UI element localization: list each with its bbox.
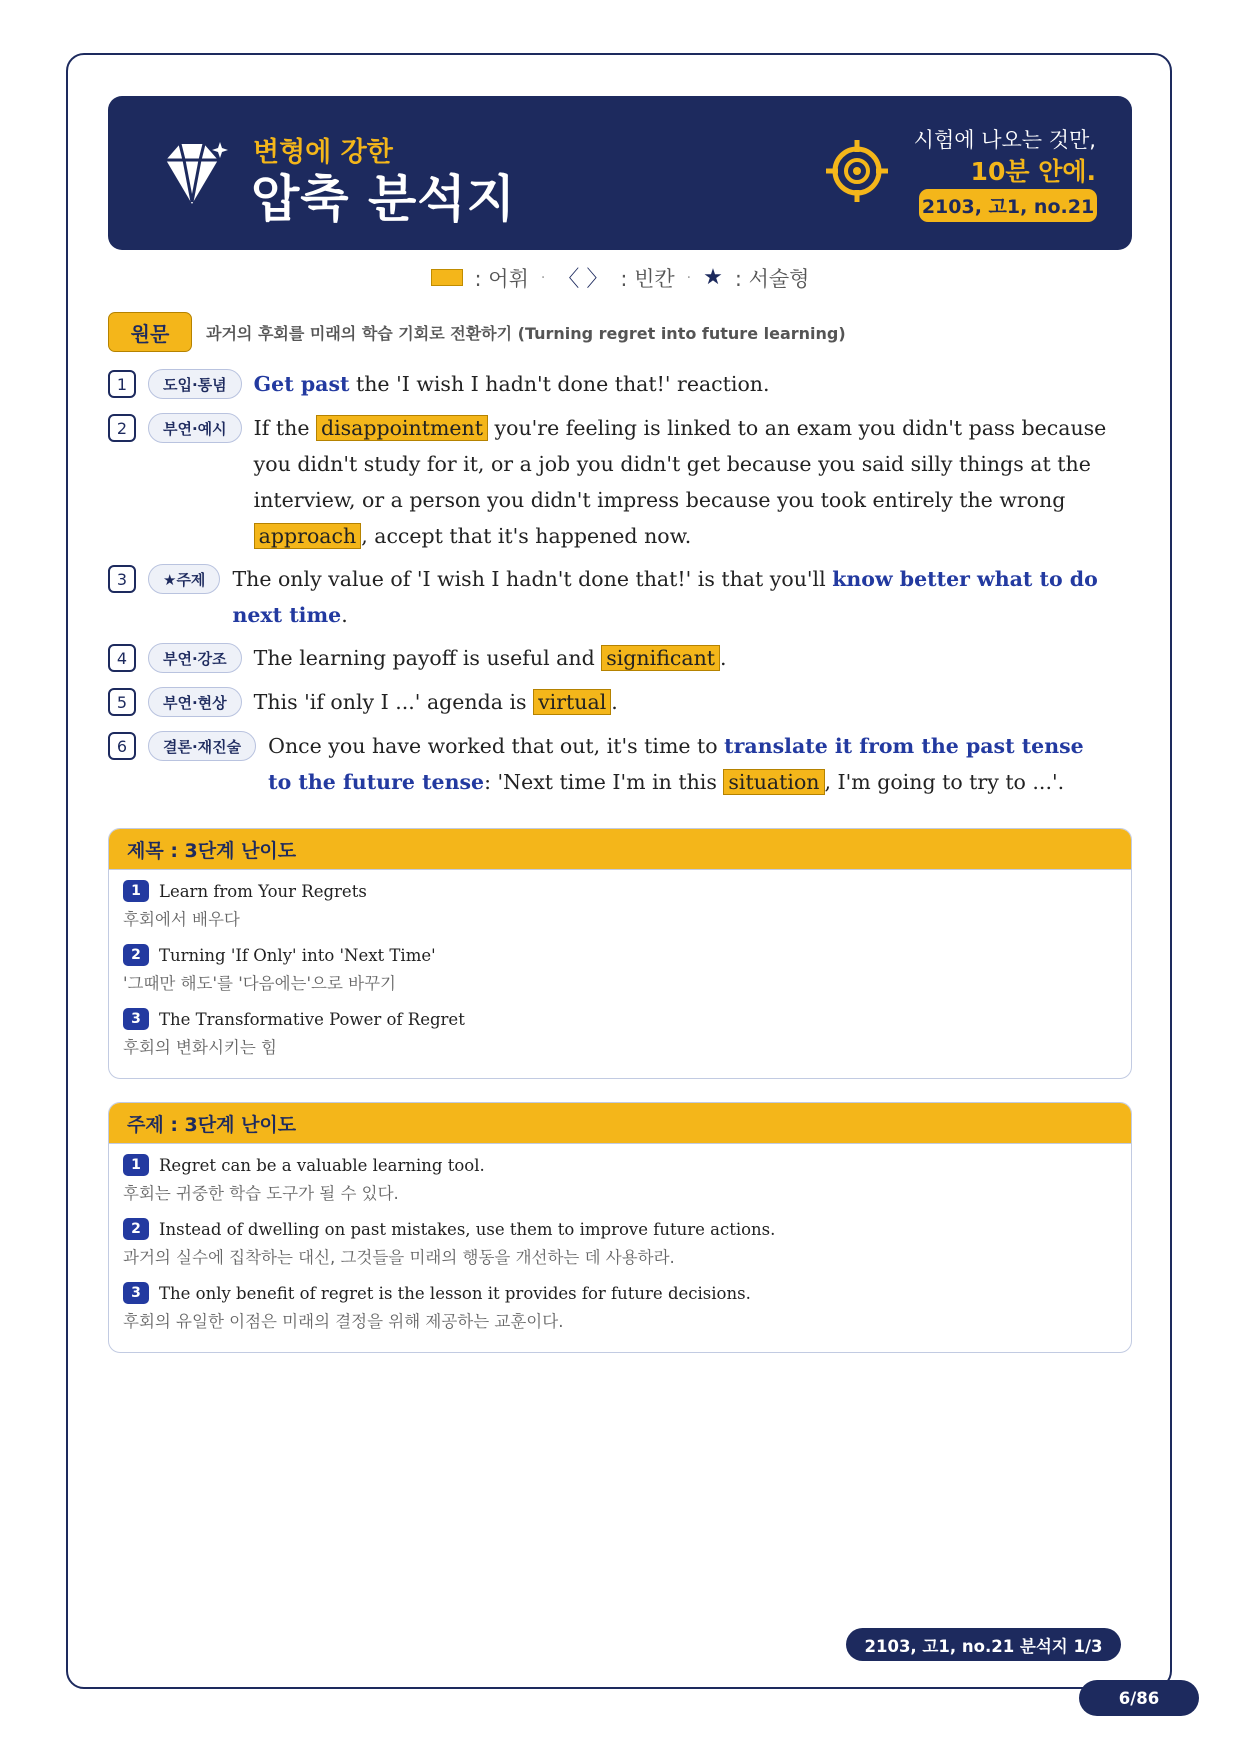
origin-row (108, 312, 846, 352)
topic-panel-body (109, 1144, 1131, 1352)
item-english: Instead of dwelling on past mistakes, use them to improve future actions. (159, 1219, 776, 1239)
text-run: , accept that it's happened now. (361, 524, 692, 548)
text-run: The learning payoff is useful and (253, 646, 602, 670)
sentence-number: 2 (108, 414, 136, 442)
title-panel-body (109, 870, 1131, 1078)
item-korean: 과거의 실수에 집착하는 대신, 그것들을 미래의 행동을 개선하는 데 사용하라. (123, 1248, 675, 1267)
text-run: , I'm going to try to ...'. (824, 770, 1065, 794)
header-tagline-line1: 시험에 나오는 것만, (913, 128, 1096, 152)
text-run: If the (253, 416, 316, 440)
keyword-phrase: translate it from the past tense to the future tense (268, 734, 1084, 794)
sentence-number: 1 (108, 370, 136, 398)
text-run: The only value of 'I wish I hadn't done that!' is that you'll (232, 567, 833, 591)
title-panel-heading: 제목 : 3단계 난이도 (109, 829, 1131, 870)
sentence-role-badge: 부연·현상 (148, 687, 242, 717)
blank-bracket-icon: 〈 〉 (557, 267, 609, 292)
sentence-text (232, 561, 1112, 633)
header-banner (108, 96, 1132, 250)
legend (0, 262, 1240, 293)
keyword-phrase: know better what to do next time (232, 567, 1098, 627)
item-english: Learn from Your Regrets (159, 881, 367, 901)
text-run: This 'if only I ...' agenda is (253, 690, 534, 714)
sentence-4 (108, 640, 1114, 676)
vocab-highlight: virtual (533, 689, 611, 715)
item-korean: '그때만 해도'를 '다음에는'으로 바꾸기 (123, 974, 396, 993)
sentence-role-badge: 부연·예시 (148, 413, 242, 443)
item-english: Turning 'If Only' into 'Next Time' (159, 945, 436, 965)
text-run: . (341, 603, 348, 627)
legend-separator: · (686, 269, 692, 286)
item-english: Regret can be a valuable learning tool. (159, 1155, 485, 1175)
keyword-phrase: Get past (253, 372, 350, 396)
sentence-5 (108, 684, 1114, 720)
text-run: : 'Next time I'm in this (484, 770, 724, 794)
sentence-number: 5 (108, 688, 136, 716)
vocab-highlight: situation (723, 769, 824, 795)
item-korean: 후회의 유일한 이점은 미래의 결정을 위해 제공하는 교훈이다. (123, 1312, 564, 1331)
vocab-highlight: significant (601, 645, 720, 671)
sentence-text (268, 728, 1113, 800)
item-number-badge: 3 (123, 1282, 149, 1304)
title-panel (108, 828, 1132, 1079)
item-korean: 후회는 귀중한 학습 도구가 될 수 있다. (123, 1184, 399, 1203)
item-number-badge: 1 (123, 1154, 149, 1176)
vocab-highlight: disappointment (316, 415, 488, 441)
text-run: Once you have worked that out, it's time to (268, 734, 725, 758)
sentence-number: 4 (108, 644, 136, 672)
item-number-badge: 1 (123, 880, 149, 902)
sentence-text (254, 640, 1114, 676)
star-icon: ★ (703, 265, 723, 290)
list-item (123, 1008, 1117, 1058)
item-korean: 후회의 변화시키는 힘 (123, 1038, 277, 1057)
sentence-number: 6 (108, 732, 136, 760)
sentence-role-badge: 부연·강조 (148, 643, 242, 673)
header-subtitle: 변형에 강한 (253, 137, 393, 168)
list-item (123, 1218, 1117, 1268)
origin-title: 과거의 후회를 미래의 학습 기회로 전환하기 (Turning regret into future learning) (206, 323, 846, 343)
item-number-badge: 2 (123, 944, 149, 966)
sentence-text (254, 684, 1114, 720)
topic-panel-heading: 주제 : 3단계 난이도 (109, 1103, 1131, 1144)
text-run: . (611, 690, 618, 714)
header-tagline-line2: 10분 안에. (970, 157, 1096, 186)
source-code-badge: 2103, 고1, no.21 (919, 189, 1097, 222)
legend-essay: : 서술형 (734, 266, 810, 291)
text-run: the 'I wish I hadn't done that!' reaction. (349, 372, 770, 396)
legend-vocab: : 어휘 (474, 266, 529, 291)
text-run: you're feeling is linked to an exam you didn't pass because you didn't study for it, or a job you didn't get because you said silly things at the interview, or a person you didn't impress because you took entirely the wrong (253, 416, 1107, 512)
item-number-badge: 2 (123, 1218, 149, 1240)
sentence-role-badge: 결론·재진술 (148, 731, 256, 761)
list-item (123, 1154, 1117, 1204)
vocab-swatch-icon (431, 269, 463, 286)
item-korean: 후회에서 배우다 (123, 910, 240, 929)
legend-separator: · (540, 269, 546, 286)
page-number: 6/86 (1079, 1680, 1199, 1716)
target-icon (824, 138, 890, 204)
sentence-number: 3 (108, 565, 136, 593)
sentence-1 (108, 366, 1084, 402)
origin-badge: 원문 (108, 312, 192, 352)
item-number-badge: 3 (123, 1008, 149, 1030)
list-item (123, 880, 1117, 930)
sentence-2 (108, 410, 1114, 554)
sentence-role-badge: 도입·통념 (148, 369, 242, 399)
sentence-text (254, 366, 1084, 402)
list-item (123, 1282, 1117, 1332)
list-item (123, 944, 1117, 994)
footer-label: 2103, 고1, no.21 분석지 1/3 (846, 1628, 1121, 1661)
topic-panel (108, 1102, 1132, 1353)
legend-blank: : 빈칸 (620, 266, 675, 291)
header-title: 압축 분석지 (251, 170, 516, 228)
diamond-icon (158, 138, 232, 212)
sentence-3 (108, 561, 1112, 633)
sentence-6 (108, 728, 1113, 800)
text-run: . (720, 646, 727, 670)
vocab-highlight: approach (254, 523, 362, 549)
sentence-text (254, 410, 1114, 554)
item-english: The only benefit of regret is the lesson it provides for future decisions. (159, 1283, 751, 1303)
item-english: The Transformative Power of Regret (159, 1009, 465, 1029)
sentence-role-badge: ★주제 (148, 564, 220, 594)
